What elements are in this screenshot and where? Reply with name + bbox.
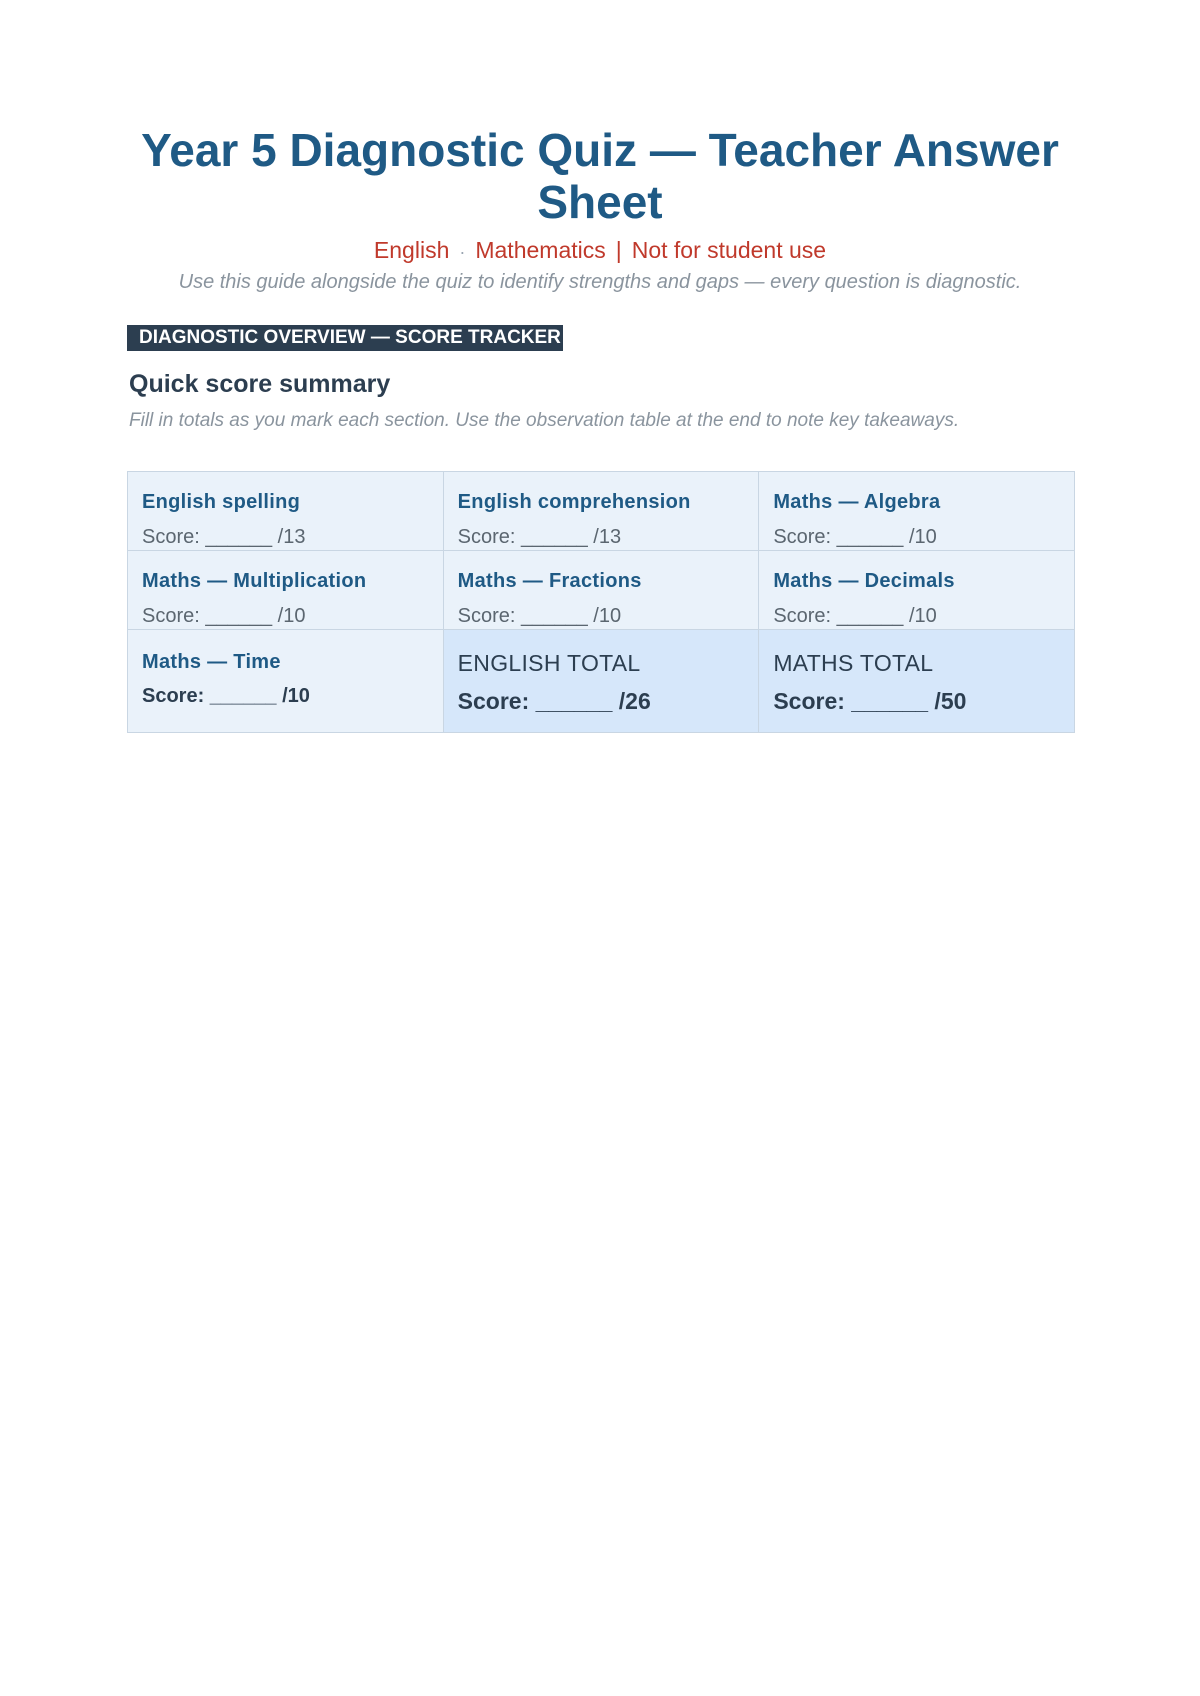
table-row [128,551,1075,630]
section-banner: DIAGNOSTIC OVERVIEW — SCORE TRACKER [127,325,563,351]
section-heading: Quick score summary [129,370,391,398]
cell-score: Score: ______ /13 [457,526,622,548]
separator-pipe: | [615,237,622,263]
score-cell-maths-multiplication [128,551,444,630]
cell-score: Score: ______ /10 [773,526,937,548]
score-cell-english-spelling [128,472,444,551]
cell-label: Maths — Fractions [457,570,642,592]
cell-score: Score: ______ /13 [142,526,306,548]
total-label: MATHS TOTAL [773,650,934,676]
cell-score: Score: ______ /10 [457,605,622,627]
subject-english: English [373,237,450,263]
total-score: Score: ______ /50 [773,688,967,714]
score-cell-english-total [443,630,759,733]
cell-label: Maths — Decimals [773,570,955,592]
score-cell-maths-algebra [759,472,1075,551]
subject-mathematics: Mathematics [475,237,606,263]
subject-line [100,236,1100,266]
cell-label: Maths — Time [142,651,281,673]
score-tracker-table [127,471,1075,733]
score-cell-maths-total [759,630,1075,733]
document-title: Year 5 Diagnostic Quiz — Teacher Answer Sheet [141,124,1059,228]
total-label: ENGLISH TOTAL [457,650,641,676]
total-score: Score: ______ /26 [457,688,651,714]
cell-label: English comprehension [457,491,691,513]
table-row [128,472,1075,551]
score-cell-maths-decimals [759,551,1075,630]
score-cell-maths-fractions [443,551,759,630]
cell-label: English spelling [142,491,301,513]
cell-score: Score: ______ /10 [142,605,306,627]
score-cell-maths-time [128,630,444,733]
score-cell-english-comprehension [443,472,759,551]
separator-dot: · [459,242,466,262]
cell-score: Score: ______ /10 [773,605,937,627]
section-note: Fill in totals as you mark each section. Use the observation table at the end to note key takeaways. [129,410,960,431]
cell-label: Maths — Algebra [773,491,941,513]
cell-score: Score: ______ /10 [142,685,310,707]
intro-note: Use this guide alongside the quiz to identify strengths and gaps — every question is diagnostic. [178,271,1022,293]
table-row [128,630,1075,733]
audience-note: Not for student use [631,237,827,263]
cell-label: Maths — Multiplication [142,570,367,592]
